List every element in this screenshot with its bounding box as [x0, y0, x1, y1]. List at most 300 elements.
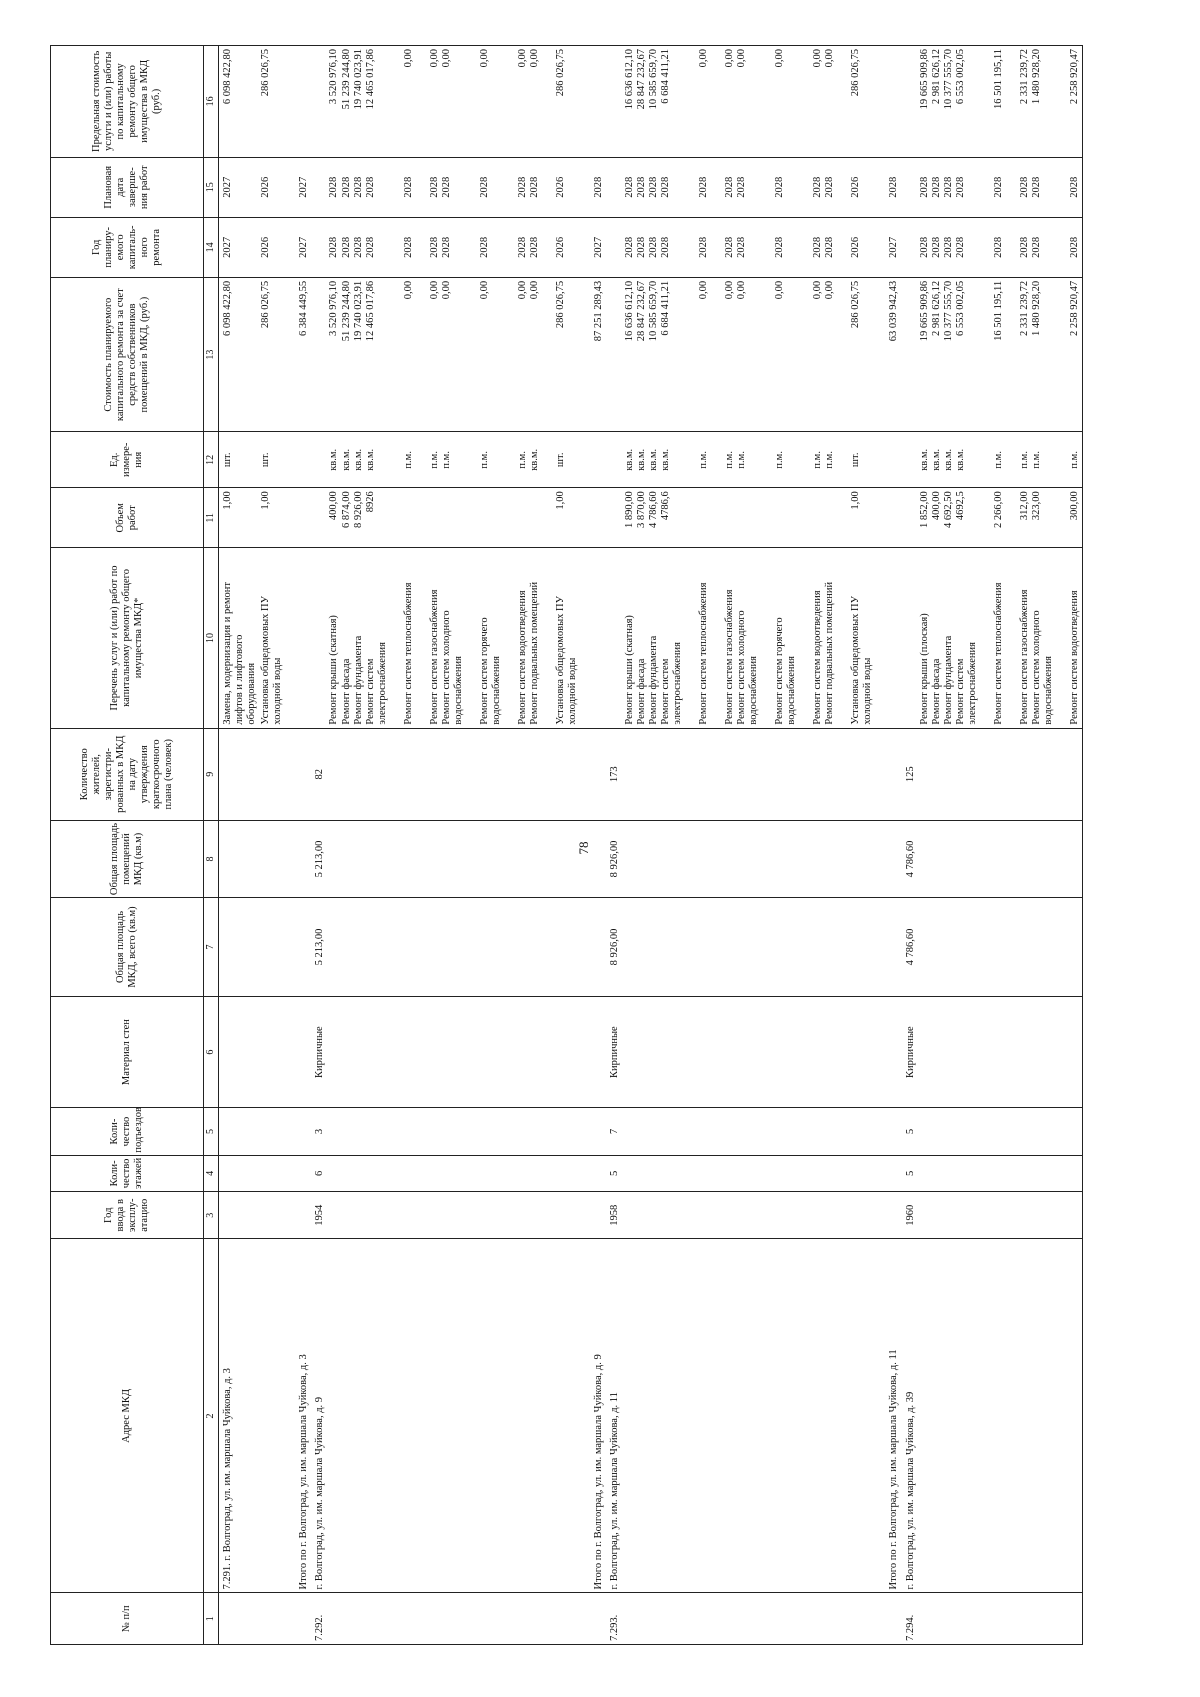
row-number: 7.292. — [311, 1593, 327, 1645]
cell-line: Ремонт систем — [954, 658, 966, 725]
empty-cell — [504, 728, 542, 820]
empty-cell — [466, 1155, 504, 1191]
cell-line: 0,00 — [440, 280, 452, 300]
column-number: 5 — [204, 1108, 219, 1155]
cell-line: 2028 — [402, 176, 414, 198]
premises-area: 5 213,00 — [311, 820, 327, 897]
cell-line: 19 665 909,86 — [918, 49, 930, 110]
empty-cell — [1006, 1155, 1056, 1191]
volume-cell — [416, 488, 466, 548]
empty-cell — [466, 1192, 504, 1239]
cost-cell — [761, 277, 799, 432]
empty-cell — [327, 1108, 389, 1155]
cost-cell — [327, 277, 389, 432]
cell-line: 2028 — [529, 236, 541, 258]
cell-line: водоснабжения — [1043, 656, 1055, 725]
cell-line: п.м. — [697, 451, 709, 469]
empty-cell — [875, 46, 901, 158]
cell-line: Установка общедомовых ПУ — [260, 595, 272, 725]
cell-line: 16 501 195,11 — [992, 280, 1004, 341]
volume-cell — [1056, 488, 1083, 548]
work-cell — [416, 548, 466, 728]
empty-cell — [542, 1192, 580, 1239]
cell-line: 4 692,50 — [942, 491, 954, 528]
empty-cell — [606, 548, 622, 728]
header-cell: № п/п — [51, 1593, 204, 1645]
empty-cell — [918, 1593, 980, 1645]
cell-line: 4692,5 — [954, 491, 966, 521]
unit-cell — [685, 432, 711, 488]
empty-cell — [875, 548, 901, 728]
empty-cell — [542, 996, 580, 1108]
empty-cell — [542, 898, 580, 997]
empty-cell — [875, 1155, 901, 1191]
empty-cell — [875, 1108, 901, 1155]
header-cell: Коли- чество этажей — [51, 1155, 204, 1191]
cell-line: 2028 — [440, 236, 452, 258]
cost-cell — [416, 277, 466, 432]
residents: 125 — [902, 728, 918, 820]
empty-cell — [837, 1593, 875, 1645]
cell-line: кв.м. — [529, 448, 541, 471]
volume-cell — [799, 488, 837, 548]
empty-cell — [580, 432, 606, 488]
unit-cell: шт. — [542, 432, 580, 488]
empty-cell — [542, 820, 580, 897]
cost-cell — [623, 277, 685, 432]
work-group-row — [504, 46, 542, 1645]
empty-cell — [799, 1108, 837, 1155]
empty-cell — [327, 1155, 389, 1191]
empty-cell — [416, 1192, 466, 1239]
volume-cell — [1006, 488, 1056, 548]
empty-cell — [580, 548, 606, 728]
cell-line: 2 258 920,47 — [1069, 49, 1081, 105]
empty-cell — [466, 1239, 504, 1593]
work-cell — [542, 548, 580, 728]
cell-line: п.м. — [723, 451, 735, 469]
cell-line: 2028 — [517, 176, 529, 198]
empty-cell — [606, 277, 622, 432]
empty-cell — [504, 898, 542, 997]
date-cell — [466, 157, 504, 217]
empty-cell — [623, 898, 685, 997]
empty-cell — [542, 1593, 580, 1645]
empty-cell — [327, 1192, 389, 1239]
cell-line: Ремонт подвальных помещений — [529, 581, 541, 725]
cell-line: Ремонт фундамента — [942, 635, 954, 725]
cell-line: 2028 — [1069, 176, 1081, 198]
cell-line: 2028 — [735, 176, 747, 198]
empty-cell — [799, 898, 837, 997]
work-cell — [685, 548, 711, 728]
cell-line: 2028 — [824, 176, 836, 198]
cell-line: 2028 — [529, 176, 541, 198]
empty-cell — [606, 157, 622, 217]
cell-line: 4 786,60 — [647, 491, 659, 528]
cell-line: 2028 — [352, 236, 364, 258]
cell-line: 2028 — [774, 236, 786, 258]
cell-line: п.м. — [428, 451, 440, 469]
empty-cell — [416, 996, 466, 1108]
address-cell: г. Волгоград, ул. им. маршала Чуйкова, д. 11 — [606, 1239, 622, 1593]
limit-cell — [327, 46, 389, 158]
year-cell: 2026 — [542, 217, 580, 277]
volume-cell — [390, 488, 416, 548]
cell-line: 16 501 195,11 — [992, 49, 1004, 109]
cell-line: 2028 — [352, 176, 364, 198]
header-row — [51, 46, 204, 1645]
cell-line: Ремонт систем водоотведения — [812, 590, 824, 725]
cell-line: 0,00 — [735, 49, 747, 68]
cell-line: 51 239 244,80 — [340, 280, 352, 342]
empty-cell — [761, 898, 799, 997]
date-cell — [761, 157, 799, 217]
cell-line: 2028 — [1031, 176, 1042, 198]
header-cell: Объем работ — [51, 488, 204, 548]
empty-cell — [416, 1155, 466, 1191]
unit-cell — [390, 432, 416, 488]
empty-cell — [466, 1593, 504, 1645]
cell-line: 28 847 232,67 — [635, 280, 647, 342]
empty-cell — [311, 277, 327, 432]
cell-line: 8 926,00 — [352, 491, 364, 528]
empty-cell — [875, 996, 901, 1108]
empty-cell — [837, 1239, 875, 1593]
column-number: 3 — [204, 1192, 219, 1239]
header-cell: Ед. измере- ния — [51, 432, 204, 488]
empty-cell — [390, 898, 416, 997]
empty-cell — [837, 1108, 875, 1155]
empty-cell — [311, 46, 327, 158]
volume-cell: 1,00 — [219, 488, 260, 548]
empty-cell — [837, 1192, 875, 1239]
cell-line: кв.м. — [328, 448, 340, 471]
empty-cell — [918, 728, 980, 820]
cell-line: 0,00 — [402, 49, 414, 68]
empty-cell — [504, 820, 542, 897]
cell-line: 2028 — [918, 236, 930, 258]
total-cost: 6 384 449,55 — [285, 277, 311, 432]
empty-cell — [1056, 820, 1083, 897]
year-cell — [504, 217, 542, 277]
header-cell: Стоимость планируемого капитального ремонта за счет средств собственников помещений в МКД, (руб.) — [51, 277, 204, 432]
header-cell: Общая площадь МКД, всего (кв.м) — [51, 898, 204, 997]
empty-cell — [711, 1192, 761, 1239]
cost-cell — [918, 277, 980, 432]
empty-cell — [761, 1192, 799, 1239]
cell-line: 2028 — [328, 236, 340, 258]
cell-line: 2028 — [812, 176, 824, 198]
empty-cell — [311, 217, 327, 277]
cell-line: 2028 — [918, 176, 930, 198]
row-number: 7.294. — [902, 1593, 918, 1645]
cell-line: кв.м. — [954, 448, 966, 471]
cell-line: 6 553 002,05 — [954, 280, 966, 336]
empty-cell — [711, 1239, 761, 1593]
work-cell — [837, 548, 875, 728]
column-number: 15 — [204, 157, 219, 217]
year-cell: 2027 — [219, 217, 260, 277]
floors: 6 — [311, 1155, 327, 1191]
cell-line: 2028 — [635, 236, 647, 258]
table-row — [219, 46, 260, 1645]
empty-cell — [390, 820, 416, 897]
unit-cell — [799, 432, 837, 488]
cell-line: 2028 — [635, 176, 647, 198]
cell-line: холодной воды — [567, 657, 579, 725]
cell-line: 19 740 023,91 — [352, 49, 364, 110]
cell-line: кв.м. — [918, 448, 930, 471]
empty-cell — [799, 1239, 837, 1593]
cell-line: 2028 — [402, 236, 414, 258]
cell-line: Замена, модернизация и ремонт — [222, 581, 233, 725]
cell-line: 16 636 612,10 — [623, 280, 635, 342]
column-number: 13 — [204, 277, 219, 432]
empty-cell — [606, 217, 622, 277]
work-cell — [219, 548, 260, 728]
work-cell — [327, 548, 389, 728]
empty-cell — [761, 1155, 799, 1191]
cell-line: 2028 — [992, 176, 1004, 198]
limit-cell: 286 026,75 — [259, 46, 285, 158]
entrances: 3 — [311, 1108, 327, 1155]
cost-cell — [1006, 277, 1056, 432]
empty-cell — [799, 1192, 837, 1239]
header-cell: Общая площадь помещений МКД (кв.м) — [51, 820, 204, 897]
cell-line: 0,00 — [774, 280, 786, 300]
cell-line: 2028 — [954, 176, 966, 198]
empty-cell — [606, 432, 622, 488]
empty-cell — [504, 1593, 542, 1645]
cost-cell — [390, 277, 416, 432]
empty-cell — [918, 898, 980, 997]
cell-line: кв.м. — [647, 448, 659, 471]
cost-cell — [466, 277, 504, 432]
total-cost: 87 251 289,43 — [580, 277, 606, 432]
year-built: 1958 — [606, 1192, 622, 1239]
cell-line: 0,00 — [824, 280, 836, 300]
empty-cell — [875, 1593, 901, 1645]
cell-line: кв.м. — [352, 448, 364, 471]
empty-cell — [711, 1593, 761, 1645]
total-cost: 63 039 942,43 — [875, 277, 901, 432]
cell-line: п.м. — [1069, 451, 1081, 469]
cell-line: 0,00 — [812, 49, 824, 68]
cell-line: 1 890,00 — [623, 491, 635, 528]
empty-cell — [542, 1239, 580, 1593]
empty-cell — [390, 728, 416, 820]
empty-cell — [580, 1108, 606, 1155]
column-number: 2 — [204, 1239, 219, 1593]
cell-line: 0,00 — [479, 280, 490, 300]
empty-cell — [711, 728, 761, 820]
work-group-row — [711, 46, 761, 1645]
date-cell — [416, 157, 466, 217]
cell-line: холодной воды — [272, 657, 284, 725]
unit-cell — [1006, 432, 1056, 488]
year-cell — [799, 217, 837, 277]
empty-cell — [761, 1593, 799, 1645]
empty-cell — [761, 820, 799, 897]
limit-cell — [918, 46, 980, 158]
empty-cell — [542, 728, 580, 820]
column-number: 12 — [204, 432, 219, 488]
header-cell: Коли- чество подъездов — [51, 1108, 204, 1155]
work-group-row — [980, 46, 1006, 1645]
empty-cell — [504, 1155, 542, 1191]
empty-cell — [1056, 1108, 1083, 1155]
empty-cell — [623, 1108, 685, 1155]
cell-line: лифтов и лифтового — [234, 634, 246, 725]
empty-cell — [466, 898, 504, 997]
empty-cell — [918, 1192, 980, 1239]
empty-cell — [918, 1155, 980, 1191]
empty-cell — [542, 1108, 580, 1155]
rotated-page — [50, 45, 1130, 1645]
cell-line: п.м. — [1031, 451, 1042, 469]
empty-cell — [1006, 728, 1056, 820]
cell-line: 2028 — [930, 236, 942, 258]
work-group-row — [799, 46, 837, 1645]
empty-cell — [902, 488, 918, 548]
empty-cell — [504, 996, 542, 1108]
year-cell — [1056, 217, 1083, 277]
cell-line: 0,00 — [812, 280, 824, 300]
cell-line: Ремонт систем — [364, 658, 376, 725]
building-row — [311, 46, 327, 1645]
cell-line: 2 331 239,72 — [1018, 49, 1030, 105]
total-year: 2027 — [875, 217, 901, 277]
date-cell — [1006, 157, 1056, 217]
volume-cell — [918, 488, 980, 548]
volume-cell — [327, 488, 389, 548]
header-cell: Адрес МКД — [51, 1239, 204, 1593]
date-cell — [918, 157, 980, 217]
cell-line: 2 981 626,12 — [930, 280, 942, 336]
empty-cell — [902, 277, 918, 432]
year-cell — [1006, 217, 1056, 277]
cell-line: 2028 — [517, 236, 529, 258]
cell-line: Ремонт фасада — [930, 658, 942, 725]
volume-cell: 1,00 — [259, 488, 285, 548]
work-cell — [504, 548, 542, 728]
work-row — [837, 46, 875, 1645]
work-group-row — [327, 46, 389, 1645]
empty-cell — [902, 217, 918, 277]
unit-cell — [504, 432, 542, 488]
year-cell: 2026 — [837, 217, 875, 277]
work-row — [542, 46, 580, 1645]
empty-cell — [504, 1192, 542, 1239]
total-row — [285, 46, 311, 1645]
date-cell: 2026 — [837, 157, 875, 217]
volume-cell — [761, 488, 799, 548]
date-cell: 2027 — [219, 157, 260, 217]
cell-line: 2028 — [479, 236, 490, 258]
cell-line: Ремонт фундамента — [352, 635, 364, 725]
cell-line: 2028 — [647, 176, 659, 198]
cost-cell — [1056, 277, 1083, 432]
cell-line: кв.м. — [942, 448, 954, 471]
empty-cell — [902, 432, 918, 488]
cell-line: 2028 — [340, 236, 352, 258]
empty-cell — [390, 996, 416, 1108]
empty-cell — [390, 1155, 416, 1191]
premises-area: 8 926,00 — [606, 820, 622, 897]
cell-line: Ремонт систем водоотведения — [517, 590, 529, 725]
cell-line: 6 553 002,05 — [954, 49, 966, 105]
empty-cell — [980, 728, 1006, 820]
cell-line: 2 981 626,12 — [930, 49, 942, 105]
empty-cell — [580, 46, 606, 158]
total-row — [580, 46, 606, 1645]
empty-cell — [623, 996, 685, 1108]
empty-cell — [623, 820, 685, 897]
cell-line: 4786,6 — [659, 491, 671, 521]
empty-cell — [504, 1108, 542, 1155]
volume-cell — [623, 488, 685, 548]
empty-cell — [1056, 1155, 1083, 1191]
empty-cell — [875, 1192, 901, 1239]
column-number: 6 — [204, 996, 219, 1108]
year-cell — [466, 217, 504, 277]
total-label: Итого по г. Волгоград, ул. им. маршала Чуйкова, д. 3 — [285, 1239, 311, 1593]
empty-cell — [980, 1593, 1006, 1645]
cell-line: 16 636 612,10 — [623, 49, 635, 110]
empty-cell — [980, 1108, 1006, 1155]
cell-line: 0,00 — [697, 49, 709, 68]
cell-line: Ремонт систем горячего — [479, 617, 490, 725]
cell-line: 2028 — [659, 236, 671, 258]
limit-cell — [1006, 46, 1056, 158]
year-cell — [416, 217, 466, 277]
volume-cell: 1,00 — [542, 488, 580, 548]
cell-line: оборудования — [246, 662, 258, 725]
empty-cell — [902, 46, 918, 158]
table-body — [219, 46, 1083, 1645]
cell-line: водоснабжения — [748, 656, 759, 725]
total-label: Итого по г. Волгоград, ул. им. маршала Чуйкова, д. 11 — [875, 1239, 901, 1593]
date-cell — [390, 157, 416, 217]
cell-line: 1 480 928,20 — [1031, 49, 1042, 105]
cell-line: 6 684 411,21 — [659, 49, 671, 104]
residents: 82 — [311, 728, 327, 820]
empty-cell — [623, 728, 685, 820]
cell-line: 2 258 920,47 — [1069, 280, 1081, 336]
cell-line: 2 266,00 — [992, 491, 1004, 528]
cell-line: 2028 — [1031, 236, 1042, 258]
empty-cell — [902, 548, 918, 728]
empty-cell — [685, 1192, 711, 1239]
cell-line: 10 377 555,70 — [942, 280, 954, 342]
limit-cell — [980, 46, 1006, 158]
cell-line: Ремонт подвальных помещений — [824, 581, 836, 725]
empty-cell — [980, 1155, 1006, 1191]
cost-cell: 6 098 422,80 — [219, 277, 260, 432]
residents: 173 — [606, 728, 622, 820]
empty-cell — [875, 488, 901, 548]
cell-line: 2028 — [942, 176, 954, 198]
work-group-row — [1056, 46, 1083, 1645]
cell-line: п.м. — [517, 451, 529, 469]
cell-line: п.м. — [440, 451, 452, 469]
date-cell — [799, 157, 837, 217]
empty-cell — [918, 820, 980, 897]
row-number: 7.293. — [606, 1593, 622, 1645]
cell-line: 0,00 — [723, 280, 735, 300]
cost-cell — [799, 277, 837, 432]
